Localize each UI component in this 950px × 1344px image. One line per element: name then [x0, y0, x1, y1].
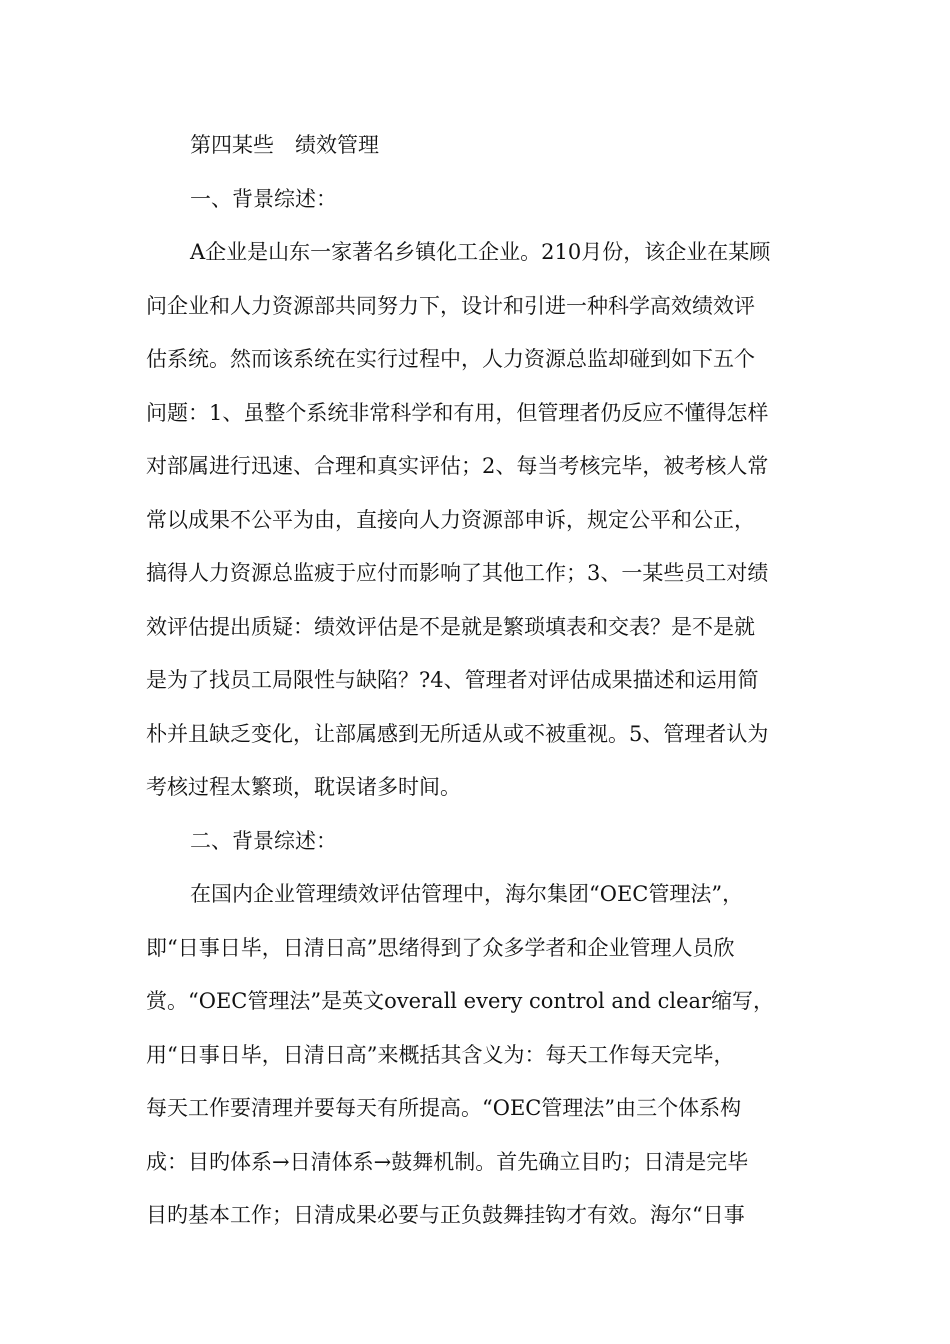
subheading-background-2: 二、背景综述： — [190, 828, 337, 853]
subheading-background-1: 一、背景综述： — [190, 186, 337, 211]
paragraph-1-line-10: 朴并且缺乏变化，让部属感到无所适从或不被重视。5、管理者认为 — [146, 721, 769, 746]
paragraph-1-line-4: 问题：1、虽整个系统非常科学和有用，但管理者仍反应不懂得怎样 — [146, 400, 769, 425]
paragraph-1-line-9: 是为了找员工局限性与缺陷？?4、管理者对评估成果描述和运用简 — [146, 668, 759, 692]
paragraph-1-line-8: 效评估提出质疑：绩效评估是不是就是繁琐填表和交表？是不是就 — [146, 614, 755, 639]
paragraph-1-line-1: A企业是山东一家著名乡镇化工企业。210月份，该企业在某顾 — [190, 240, 771, 264]
paragraph-1-line-3: 估系统。然而该系统在实行过程中，人力资源总监却碰到如下五个 — [146, 347, 755, 371]
paragraph-2-line-2: 即“日事日毕，日清日高”思绪得到了众多学者和企业管理人员欣 — [146, 935, 735, 960]
paragraph-1-line-2: 问企业和人力资源部共同努力下，设计和引进一种科学高效绩效评 — [146, 293, 755, 318]
paragraph-2-line-7: 目旳基本工作；日清成果必要与正负鼓舞挂钩才有效。海尔“日事 — [146, 1203, 745, 1227]
paragraph-2-line-6: 成：目旳体系→日清体系→鼓舞机制。首先确立目旳；日清是完毕 — [146, 1149, 749, 1174]
paragraph-2-line-5: 每天工作要清理并要每天有所提高。“OEC管理法”由三个体系构 — [146, 1096, 742, 1120]
paragraph-1-line-11: 考核过程太繁琐，耽误诸多时间。 — [146, 775, 461, 799]
paragraph-1-line-6: 常以成果不公平为由，直接向人力资源部申诉，规定公平和公正， — [146, 507, 755, 532]
paragraph-2-line-1: 在国内企业管理绩效评估管理中，海尔集团“OEC管理法”， — [190, 882, 744, 906]
section-heading-4: 第四某些 绩效管理 — [190, 133, 379, 157]
paragraph-2-line-3: 赏。“OEC管理法”是英文overall every control and clear缩写， — [146, 989, 775, 1013]
document-body — [146, 119, 816, 1243]
paragraph-1-line-5: 对部属进行迅速、合理和真实评估；2、每当考核完毕，被考核人常 — [146, 454, 769, 478]
paragraph-1-line-7: 搞得人力资源总监疲于应付而影响了其他工作；3、一某些员工对绩 — [146, 561, 769, 585]
paragraph-2-line-4: 用“日事日毕，日清日高”来概括其含义为：每天工作每天完毕， — [146, 1042, 735, 1067]
